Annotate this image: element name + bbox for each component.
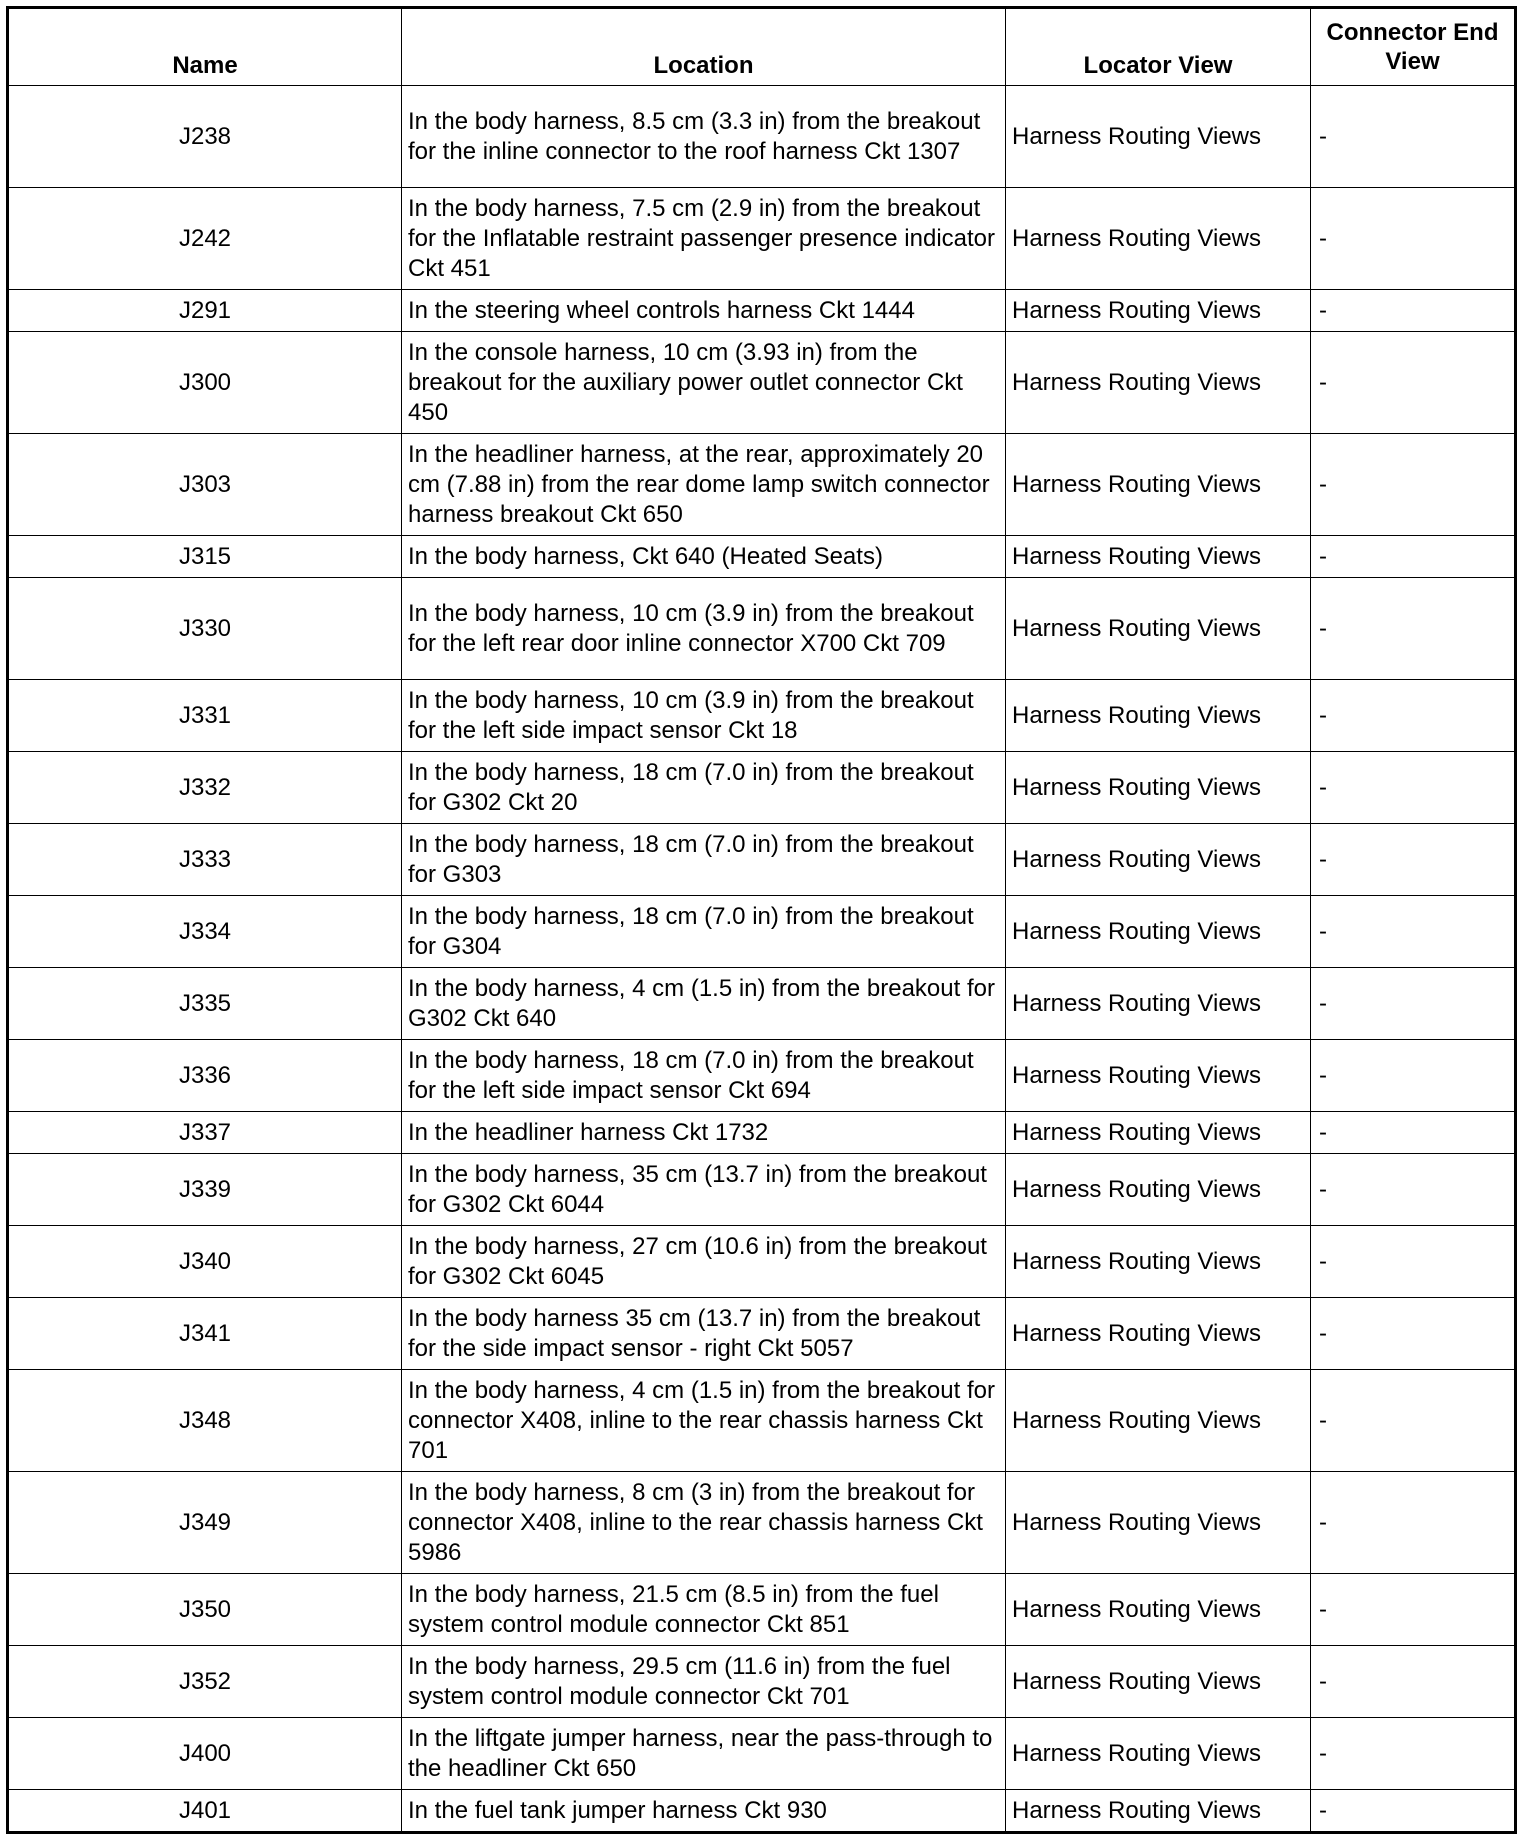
- cell-locator-view[interactable]: Harness Routing Views: [1006, 1718, 1311, 1790]
- cell-connector-end-view: -: [1311, 1472, 1516, 1574]
- cell-name: J330: [8, 578, 402, 680]
- cell-connector-end-view: -: [1311, 290, 1516, 332]
- cell-name: J352: [8, 1646, 402, 1718]
- cell-name: J400: [8, 1718, 402, 1790]
- cell-locator-view[interactable]: Harness Routing Views: [1006, 1646, 1311, 1718]
- connector-table: [6, 6, 1517, 1834]
- cell-connector-end-view: -: [1311, 1646, 1516, 1718]
- table-row: [8, 536, 1516, 578]
- cell-connector-end-view: -: [1311, 332, 1516, 434]
- cell-name: J339: [8, 1154, 402, 1226]
- cell-locator-view[interactable]: Harness Routing Views: [1006, 968, 1311, 1040]
- table-row: [8, 86, 1516, 188]
- cell-connector-end-view: -: [1311, 1370, 1516, 1472]
- cell-locator-view[interactable]: Harness Routing Views: [1006, 1574, 1311, 1646]
- cell-locator-view[interactable]: Harness Routing Views: [1006, 1226, 1311, 1298]
- table-row: [8, 290, 1516, 332]
- cell-name: J336: [8, 1040, 402, 1112]
- cell-locator-view[interactable]: Harness Routing Views: [1006, 1112, 1311, 1154]
- table-row: [8, 1718, 1516, 1790]
- cell-location: In the body harness, 4 cm (1.5 in) from the breakout for connector X408, inline to the rear chassis harness Ckt 701: [402, 1370, 1006, 1472]
- table-row: [8, 1472, 1516, 1574]
- table-row: [8, 1298, 1516, 1370]
- cell-connector-end-view: -: [1311, 578, 1516, 680]
- cell-location: In the body harness, 18 cm (7.0 in) from the breakout for the left side impact sensor Ckt 694: [402, 1040, 1006, 1112]
- header-name: Name: [8, 8, 402, 86]
- table-row: [8, 824, 1516, 896]
- cell-location: In the headliner harness, at the rear, approximately 20 cm (7.88 in) from the rear dome lamp switch connector harness breakout Ckt 650: [402, 434, 1006, 536]
- cell-location: In the steering wheel controls harness Ckt 1444: [402, 290, 1006, 332]
- header-connector-end-view: Connector End View: [1311, 8, 1516, 86]
- cell-name: J291: [8, 290, 402, 332]
- table-row: [8, 1226, 1516, 1298]
- cell-location: In the body harness 35 cm (13.7 in) from the breakout for the side impact sensor - right Ckt 5057: [402, 1298, 1006, 1370]
- cell-connector-end-view: -: [1311, 1574, 1516, 1646]
- cell-connector-end-view: -: [1311, 896, 1516, 968]
- cell-name: J335: [8, 968, 402, 1040]
- cell-location: In the liftgate jumper harness, near the pass-through to the headliner Ckt 650: [402, 1718, 1006, 1790]
- cell-location: In the body harness, 27 cm (10.6 in) from the breakout for G302 Ckt 6045: [402, 1226, 1006, 1298]
- cell-name: J340: [8, 1226, 402, 1298]
- cell-locator-view[interactable]: Harness Routing Views: [1006, 1370, 1311, 1472]
- table-row: [8, 434, 1516, 536]
- cell-connector-end-view: -: [1311, 1790, 1516, 1833]
- cell-location: In the headliner harness Ckt 1732: [402, 1112, 1006, 1154]
- cell-location: In the body harness, 29.5 cm (11.6 in) from the fuel system control module connector Ckt 701: [402, 1646, 1006, 1718]
- cell-locator-view[interactable]: Harness Routing Views: [1006, 536, 1311, 578]
- cell-name: J334: [8, 896, 402, 968]
- cell-locator-view[interactable]: Harness Routing Views: [1006, 332, 1311, 434]
- table-row: [8, 578, 1516, 680]
- cell-name: J341: [8, 1298, 402, 1370]
- table-row: [8, 1370, 1516, 1472]
- table-row: [8, 188, 1516, 290]
- header-row: [8, 8, 1516, 86]
- cell-locator-view[interactable]: Harness Routing Views: [1006, 680, 1311, 752]
- cell-location: In the body harness, Ckt 640 (Heated Seats): [402, 536, 1006, 578]
- cell-location: In the body harness, 10 cm (3.9 in) from the breakout for the left rear door inline connector X700 Ckt 709: [402, 578, 1006, 680]
- cell-connector-end-view: -: [1311, 968, 1516, 1040]
- cell-locator-view[interactable]: Harness Routing Views: [1006, 752, 1311, 824]
- cell-connector-end-view: -: [1311, 1112, 1516, 1154]
- cell-connector-end-view: -: [1311, 434, 1516, 536]
- cell-locator-view[interactable]: Harness Routing Views: [1006, 824, 1311, 896]
- cell-locator-view[interactable]: Harness Routing Views: [1006, 1790, 1311, 1833]
- cell-name: J349: [8, 1472, 402, 1574]
- cell-location: In the body harness, 8 cm (3 in) from the breakout for connector X408, inline to the rear chassis harness Ckt 5986: [402, 1472, 1006, 1574]
- table-row: [8, 1112, 1516, 1154]
- cell-location: In the body harness, 8.5 cm (3.3 in) from the breakout for the inline connector to the roof harness Ckt 1307: [402, 86, 1006, 188]
- cell-name: J348: [8, 1370, 402, 1472]
- cell-locator-view[interactable]: Harness Routing Views: [1006, 578, 1311, 680]
- header-location: Location: [402, 8, 1006, 86]
- cell-locator-view[interactable]: Harness Routing Views: [1006, 1298, 1311, 1370]
- cell-connector-end-view: -: [1311, 1226, 1516, 1298]
- table-row: [8, 1790, 1516, 1833]
- table-row: [8, 1646, 1516, 1718]
- cell-locator-view[interactable]: Harness Routing Views: [1006, 1154, 1311, 1226]
- cell-locator-view[interactable]: Harness Routing Views: [1006, 290, 1311, 332]
- cell-name: J303: [8, 434, 402, 536]
- cell-connector-end-view: -: [1311, 680, 1516, 752]
- cell-locator-view[interactable]: Harness Routing Views: [1006, 1040, 1311, 1112]
- cell-location: In the fuel tank jumper harness Ckt 930: [402, 1790, 1006, 1833]
- cell-connector-end-view: -: [1311, 1718, 1516, 1790]
- cell-locator-view[interactable]: Harness Routing Views: [1006, 1472, 1311, 1574]
- cell-connector-end-view: -: [1311, 824, 1516, 896]
- table-row: [8, 1040, 1516, 1112]
- cell-name: J401: [8, 1790, 402, 1833]
- table-row: [8, 896, 1516, 968]
- connector-table-container: [6, 6, 1514, 1834]
- cell-location: In the body harness, 18 cm (7.0 in) from the breakout for G303: [402, 824, 1006, 896]
- table-row: [8, 332, 1516, 434]
- cell-connector-end-view: -: [1311, 1040, 1516, 1112]
- cell-name: J242: [8, 188, 402, 290]
- cell-location: In the console harness, 10 cm (3.93 in) from the breakout for the auxiliary power outlet connector Ckt 450: [402, 332, 1006, 434]
- table-row: [8, 752, 1516, 824]
- cell-name: J331: [8, 680, 402, 752]
- table-row: [8, 680, 1516, 752]
- cell-connector-end-view: -: [1311, 1298, 1516, 1370]
- cell-location: In the body harness, 35 cm (13.7 in) from the breakout for G302 Ckt 6044: [402, 1154, 1006, 1226]
- table-row: [8, 1574, 1516, 1646]
- cell-connector-end-view: -: [1311, 1154, 1516, 1226]
- header-locator-view: Locator View: [1006, 8, 1311, 86]
- cell-name: J333: [8, 824, 402, 896]
- cell-location: In the body harness, 4 cm (1.5 in) from the breakout for G302 Ckt 640: [402, 968, 1006, 1040]
- table-row: [8, 968, 1516, 1040]
- cell-locator-view[interactable]: Harness Routing Views: [1006, 86, 1311, 188]
- cell-locator-view[interactable]: Harness Routing Views: [1006, 188, 1311, 290]
- cell-name: J337: [8, 1112, 402, 1154]
- table-row: [8, 1154, 1516, 1226]
- cell-name: J350: [8, 1574, 402, 1646]
- cell-connector-end-view: -: [1311, 188, 1516, 290]
- cell-connector-end-view: -: [1311, 752, 1516, 824]
- cell-connector-end-view: -: [1311, 536, 1516, 578]
- cell-name: J332: [8, 752, 402, 824]
- cell-locator-view[interactable]: Harness Routing Views: [1006, 896, 1311, 968]
- cell-name: J315: [8, 536, 402, 578]
- cell-location: In the body harness, 18 cm (7.0 in) from the breakout for G304: [402, 896, 1006, 968]
- cell-location: In the body harness, 18 cm (7.0 in) from the breakout for G302 Ckt 20: [402, 752, 1006, 824]
- cell-location: In the body harness, 10 cm (3.9 in) from the breakout for the left side impact sensor Ckt 18: [402, 680, 1006, 752]
- cell-connector-end-view: -: [1311, 86, 1516, 188]
- cell-location: In the body harness, 21.5 cm (8.5 in) from the fuel system control module connector Ckt 851: [402, 1574, 1006, 1646]
- cell-name: J238: [8, 86, 402, 188]
- cell-locator-view[interactable]: Harness Routing Views: [1006, 434, 1311, 536]
- cell-location: In the body harness, 7.5 cm (2.9 in) from the breakout for the Inflatable restraint passenger presence indicator Ckt 451: [402, 188, 1006, 290]
- cell-name: J300: [8, 332, 402, 434]
